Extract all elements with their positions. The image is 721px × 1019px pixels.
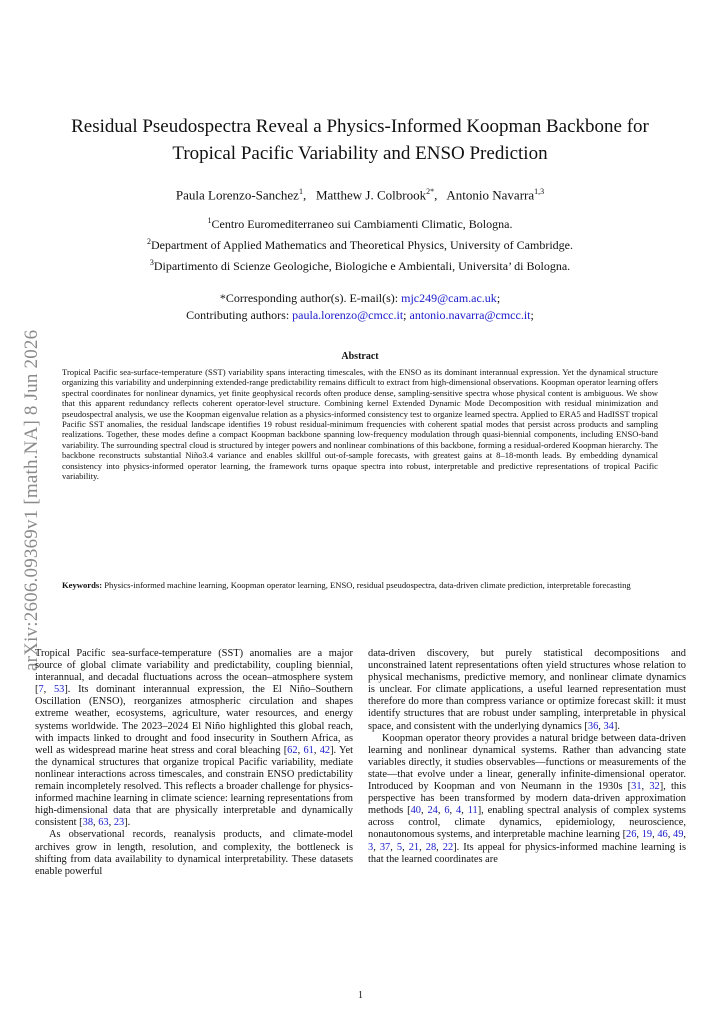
body-paragraph: As observational records, reanalysis products, and climate-model archives grow in length, resolution, and complexity, the bottleneck is shifting from data availability to dynamical interpretability. These datasets enable powerful	[35, 829, 353, 877]
keywords-label: Keywords:	[62, 580, 103, 590]
contributing-authors-line	[40, 307, 680, 324]
author-affil-mark: 2*	[426, 187, 435, 196]
affiliation-mark: 2	[146, 237, 151, 246]
paper-title	[40, 113, 680, 167]
body-column-left	[35, 648, 353, 878]
author-affil-mark: 1	[298, 187, 303, 196]
body-text: data-driven discovery, but purely statistical decompositions and unconstrained latent representations often yield structures whose relation to physical mechanisms, predictive memory, and nonlinear climate dynamics is unclear. For climate applications, a useful learned representation must therefore do more than compress variance or optimize forecast skill: it must identify structures that are robust under sampling, interpretable in physical space, and consistent with the underlying dynamics [	[368, 648, 686, 732]
citation-link[interactable]: 61	[303, 744, 314, 756]
author-name: Matthew J. Colbrook	[315, 187, 427, 203]
citation-link[interactable]: 63	[98, 817, 109, 829]
corresponding-email-link[interactable]: mjc249@cam.ac.uk	[401, 291, 497, 305]
author-name: Paula Lorenzo-Sanchez	[175, 187, 299, 203]
citation-link[interactable]: 6	[444, 805, 450, 817]
abstract-heading: Abstract	[341, 351, 379, 362]
corresponding-author-line	[40, 290, 680, 307]
citation-link[interactable]: 49	[673, 829, 684, 841]
citation-link[interactable]: 4	[456, 805, 462, 817]
punctuation: ;	[403, 308, 410, 322]
body-text: Koopman operator theory provides a natural bridge between data-driven learning and nonlinear dynamical systems. Rather than advancing state variables directly, it studies observables—functions or measurements of the state—that evolve under a linear, generally infinite-dimensional operator. Introduced by Koopman and von Neumann in the 1930s [	[368, 732, 686, 793]
affiliation-mark: 3	[149, 258, 154, 267]
contributor-email-link-2[interactable]: antonio.navarra@cmcc.it	[409, 308, 531, 322]
citation-link[interactable]: 24	[427, 805, 438, 817]
body-text: ].	[124, 817, 131, 829]
author-name: Antonio Navarra	[446, 187, 535, 203]
affiliation	[40, 233, 680, 254]
arxiv-identifier-stamp	[22, 290, 42, 680]
body-column-right	[368, 648, 686, 866]
page-number: 1	[358, 990, 363, 1001]
citation-link[interactable]: 19	[641, 829, 653, 841]
corresponding-label: *Corresponding author(s). E-mail(s):	[219, 291, 402, 305]
affiliation-text: Centro Euromediterraneo sui Cambiamenti Climatic, Bologna.	[211, 217, 513, 231]
affiliation	[40, 212, 680, 233]
arxiv-identifier-text: arXiv:2606.09369v1 [math.NA] 8 Jun 2026	[21, 329, 42, 671]
citation-link[interactable]: 32	[649, 781, 660, 793]
citation-link[interactable]: 40	[410, 805, 421, 817]
body-paragraph: data-driven discovery, but purely statistical decompositions and unconstrained latent representations often yield structures whose relation to physical mechanisms, predictive memory, and nonlinear climate dynamics is unclear. For climate applications, a useful learned representation must therefore do more than compress variance or optimize forecast skill: it must identify structures that are robust under sampling, interpretable in physical space, and consistent with the underlying dynamics [36, 34].	[368, 648, 686, 732]
body-text: ]. Its appeal for physics-informed machine learning is that the learned coordinates are	[368, 841, 686, 865]
citation-link[interactable]: 42	[319, 744, 331, 756]
keywords-text: Physics-informed machine learning, Koopman operator learning, ENSO, residual pseudospectra, data-driven climate prediction, interpretable forecasting	[102, 580, 631, 590]
title-line-1: Residual Pseudospectra Reveal a Physics-Informed Koopman Backbone for	[71, 116, 649, 137]
citation-link[interactable]: 31	[631, 781, 642, 793]
body-paragraph: Tropical Pacific sea-surface-temperature (SST) anomalies are a major source of global climate variability and predictability, coupling biennial, interannual, and decadal fluctuations across the ocean–atmosphere system [7, 53]. Its dominant interannual expression, the El Niño–Southern Oscillation (ENSO), reorganizes atmospheric circulation and shapes extreme weather, ecosystems, agriculture, water resources, and energy systems worldwide. The 2023–2024 El Niño highlighted this global reach, with impacts linked to drought and food insecurity in Southern Africa, as well as widespread marine heat stress and coral bleaching [62, 61, 42]. Yet the dynamical structures that organize tropical Pacific variability, mediate nonlinear interactions across timescales, and constrain ENSO predictability remain incompletely resolved. This reflects a broader challenge for physics-informed machine learning in climate science: learning representations from high-dimensional data that are physically interpretable and dynamically consistent [38, 63, 23].	[35, 648, 353, 829]
author-affil-mark: 1,3	[534, 187, 545, 196]
citation-link[interactable]: 38	[82, 817, 94, 829]
contributing-label: Contributing authors:	[186, 308, 293, 322]
body-text: ]. Its dominant interannual expression, the El Niño–Southern Oscillation (ENSO), reorganizes atmospheric circulation and shapes extreme weather, ecosystems, agriculture, water resources, and energy systems worldwide. The 2023–2024 El Niño highlighted this global reach, with impacts linked to drought and food insecurity in Southern Africa, as well as widespread marine heat stress and coral bleaching [	[35, 684, 353, 756]
affiliation-list	[40, 212, 680, 275]
abstract-text: Tropical Pacific sea-surface-temperature (SST) variability spans interacting timescales, with the ENSO as its dominant interannual expression. Yet the dynamical structure organizing this variability and underpinning extended-range predictability remains difficult to extract from high-dimensional observations. Koopman operator learning offers spectral coordinates for nonlinear dynamics, yet finite geophysical records often produce dense, sampling-sensitive spectra whose physical content is ambiguous. We show that this apparent redundancy reflects coherent operator-level structure. Combining kernel Extended Dynamic Mode Decomposition with residual minimization and pseudospectral analysis, we use the Koopman eigenvalue relation as a physics-informed consistency test to organize learned spectra. Applied to ERA5 and HadISST tropical Pacific SST anomalies, the residual landscape identifies 19 robust residual-minimum frequencies with coherent spatial modes that persist across products and sampling realizations. Together, these modes define a compact Koopman backbone spanning low-frequency modulation through quasi-biennial components, including ENSO-band variability. The surrounding spectral cloud is structured by integer powers and nonlinear combinations of this backbone, forming a residual-ordered Koopman hierarchy. The backbone reconstructs substantial Niño3.4 variance and enables skillful out-of-sample forecasts, with greatest gains at 8–18-month leads. By embedding dynamical consistency into physics-informed operator learning, the framework turns opaque spectra into robust, interpretable and predictive representations of tropical Pacific variability.	[62, 367, 658, 482]
citation-link[interactable]: 11	[467, 805, 478, 817]
body-text: ]. Yet the dynamical structures that organize tropical Pacific variability, mediate nonlinear interactions across timescales, and constrain ENSO predictability remain incompletely resolved. This reflects a broader challenge for physics-informed machine learning in climate science: learning representations from high-dimensional data that are physically interpretable and dynamically consistent [	[35, 744, 353, 829]
citation-link[interactable]: 62	[287, 744, 298, 756]
contributor-email-link-1[interactable]: paula.lorenzo@cmcc.it	[292, 308, 404, 322]
citation-link[interactable]: 21	[408, 841, 420, 853]
citation-link[interactable]: 28	[425, 841, 437, 853]
affiliation-text: Dipartimento di Scienze Geologiche, Biologiche e Ambientali, Universita’ di Bologna.	[153, 259, 571, 273]
citation-link[interactable]: 5	[396, 841, 403, 853]
title-line-2: Tropical Pacific Variability and ENSO Prediction	[172, 143, 548, 164]
affiliation-text: Department of Applied Mathematics and Theoretical Physics, University of Cambridge.	[150, 238, 573, 252]
punctuation: ;	[496, 291, 501, 305]
body-paragraph: Koopman operator theory provides a natural bridge between data-driven learning and nonlinear dynamical systems. Rather than advancing state variables directly, it studies observables—functions or measurements of the state—that evolve under a linear, generally infinite-dimensional operator. Introduced by Koopman and von Neumann in the 1930s [31, 32], this perspective has been transformed by modern data-driven approximation methods [40, 24, 6, 4, 11], enabling spectral analysis of complex systems across control, climate dynamics, epidemiology, neuroscience, nonautonomous systems, and interpretable machine learning [26, 19, 46, 49, 3, 37, 5, 21, 28, 22]. Its appeal for physics-informed machine learning is that the learned coordinates are	[368, 732, 686, 865]
citation-link[interactable]: 37	[379, 841, 391, 853]
citation-link[interactable]: 23	[113, 817, 125, 829]
keywords	[62, 580, 658, 590]
citation-link[interactable]: 53	[53, 684, 65, 696]
citation-link[interactable]: 3	[368, 841, 374, 853]
citation-link[interactable]: 36	[587, 720, 599, 732]
body-text: Tropical Pacific sea-surface-temperature (SST) anomalies are a major source of global climate variability and predictability, coupling biennial, interannual, and decadal fluctuations across the ocean–atmosphere system [	[35, 648, 353, 696]
citation-link[interactable]: 22	[442, 841, 454, 853]
contact-block	[40, 290, 680, 324]
body-text: ].	[613, 720, 620, 732]
citation-link[interactable]: 34	[603, 720, 614, 732]
affiliation-mark: 1	[207, 216, 212, 225]
body-text: ], this perspective has been transformed by modern data-driven approximation methods [	[368, 781, 686, 817]
citation-link[interactable]: 26	[626, 829, 637, 841]
affiliation	[40, 254, 680, 275]
author-list: Paula Lorenzo-Sanchez$^1$, Matthew J. Colbrook$^{2*}$, Antonio Navarra$^{1,3}$	[175, 187, 545, 203]
citation-link[interactable]: 7	[38, 684, 44, 696]
citation-link[interactable]: 46	[657, 829, 668, 841]
punctuation: ;	[530, 308, 534, 322]
body-text: ], enabling spectral analysis of complex systems across control, climate dynamics, epidemiology, neuroscience, nonautonomous systems, and interpretable machine learning [	[368, 805, 686, 841]
